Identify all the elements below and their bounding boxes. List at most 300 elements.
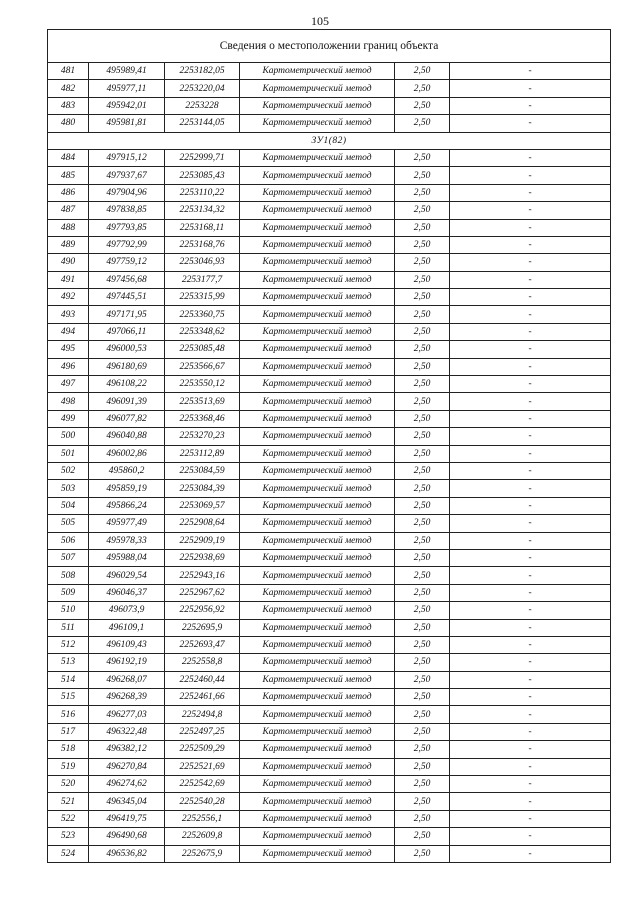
point-number-cell: 508 [48, 567, 89, 584]
table-row [48, 567, 611, 584]
point-number-cell: 498 [48, 393, 89, 410]
x-coordinate-cell: 496180,69 [89, 358, 165, 375]
section-header-row [48, 132, 611, 149]
y-coordinate-cell: 2253085,43 [165, 167, 240, 184]
description-cell: - [450, 167, 611, 184]
description-cell: - [450, 810, 611, 827]
table-row [48, 323, 611, 340]
x-coordinate-cell: 497792,99 [89, 236, 165, 253]
table-row [48, 271, 611, 288]
point-number-cell: 500 [48, 428, 89, 445]
y-coordinate-cell: 2252542,69 [165, 776, 240, 793]
precision-cell: 2,50 [395, 271, 450, 288]
point-number-cell: 496 [48, 358, 89, 375]
y-coordinate-cell: 2252908,64 [165, 515, 240, 532]
precision-cell: 2,50 [395, 323, 450, 340]
y-coordinate-cell: 2252494,8 [165, 706, 240, 723]
x-coordinate-cell: 496073,9 [89, 602, 165, 619]
method-cell: Картометрический метод [240, 184, 395, 201]
method-cell: Картометрический метод [240, 410, 395, 427]
description-cell: - [450, 184, 611, 201]
precision-cell: 2,50 [395, 776, 450, 793]
y-coordinate-cell: 2252967,62 [165, 584, 240, 601]
y-coordinate-cell: 2253110,22 [165, 184, 240, 201]
point-number-cell: 503 [48, 480, 89, 497]
section-label: ЗУ1(82) [48, 132, 611, 149]
y-coordinate-cell: 2253315,99 [165, 289, 240, 306]
description-cell: - [450, 306, 611, 323]
table-row [48, 184, 611, 201]
point-number-cell: 486 [48, 184, 89, 201]
table-row [48, 358, 611, 375]
y-coordinate-cell: 2253360,75 [165, 306, 240, 323]
method-cell: Картометрический метод [240, 671, 395, 688]
table-row [48, 445, 611, 462]
point-number-cell: 510 [48, 602, 89, 619]
precision-cell: 2,50 [395, 480, 450, 497]
y-coordinate-cell: 2253168,76 [165, 236, 240, 253]
precision-cell: 2,50 [395, 497, 450, 514]
method-cell: Картометрический метод [240, 254, 395, 271]
method-cell: Картометрический метод [240, 63, 395, 80]
table-row [48, 376, 611, 393]
precision-cell: 2,50 [395, 602, 450, 619]
description-cell: - [450, 845, 611, 862]
description-cell: - [450, 480, 611, 497]
table-row [48, 254, 611, 271]
method-cell: Картометрический метод [240, 776, 395, 793]
description-cell: - [450, 497, 611, 514]
y-coordinate-cell: 2252609,8 [165, 828, 240, 845]
precision-cell: 2,50 [395, 236, 450, 253]
precision-cell: 2,50 [395, 167, 450, 184]
x-coordinate-cell: 495942,01 [89, 97, 165, 114]
description-cell: - [450, 202, 611, 219]
point-number-cell: 484 [48, 149, 89, 166]
description-cell: - [450, 567, 611, 584]
table-row [48, 149, 611, 166]
method-cell: Картометрический метод [240, 219, 395, 236]
y-coordinate-cell: 2253069,57 [165, 497, 240, 514]
table-row [48, 828, 611, 845]
description-cell: - [450, 428, 611, 445]
x-coordinate-cell: 496077,82 [89, 410, 165, 427]
precision-cell: 2,50 [395, 149, 450, 166]
description-cell: - [450, 828, 611, 845]
y-coordinate-cell: 2253270,23 [165, 428, 240, 445]
y-coordinate-cell: 2252999,71 [165, 149, 240, 166]
description-cell: - [450, 445, 611, 462]
precision-cell: 2,50 [395, 619, 450, 636]
method-cell: Картометрический метод [240, 236, 395, 253]
method-cell: Картометрический метод [240, 497, 395, 514]
precision-cell: 2,50 [395, 115, 450, 132]
description-cell: - [450, 97, 611, 114]
description-cell: - [450, 341, 611, 358]
point-number-cell: 514 [48, 671, 89, 688]
description-cell: - [450, 584, 611, 601]
x-coordinate-cell: 496322,48 [89, 723, 165, 740]
table-row [48, 776, 611, 793]
precision-cell: 2,50 [395, 549, 450, 566]
method-cell: Картометрический метод [240, 393, 395, 410]
table-row [48, 97, 611, 114]
table-row [48, 219, 611, 236]
table-row [48, 236, 611, 253]
precision-cell: 2,50 [395, 584, 450, 601]
method-cell: Картометрический метод [240, 706, 395, 723]
y-coordinate-cell: 2253566,67 [165, 358, 240, 375]
description-cell: - [450, 80, 611, 97]
description-cell: - [450, 358, 611, 375]
page-number: 105 [311, 14, 329, 28]
point-number-cell: 480 [48, 115, 89, 132]
precision-cell: 2,50 [395, 758, 450, 775]
x-coordinate-cell: 497171,95 [89, 306, 165, 323]
x-coordinate-cell: 496277,03 [89, 706, 165, 723]
description-cell: - [450, 236, 611, 253]
precision-cell: 2,50 [395, 654, 450, 671]
description-cell: - [450, 254, 611, 271]
table-title-row [48, 30, 611, 63]
x-coordinate-cell: 497937,67 [89, 167, 165, 184]
y-coordinate-cell: 2253228 [165, 97, 240, 114]
method-cell: Картометрический метод [240, 549, 395, 566]
point-number-cell: 521 [48, 793, 89, 810]
y-coordinate-cell: 2252460,44 [165, 671, 240, 688]
precision-cell: 2,50 [395, 306, 450, 323]
description-cell: - [450, 149, 611, 166]
x-coordinate-cell: 497838,85 [89, 202, 165, 219]
method-cell: Картометрический метод [240, 80, 395, 97]
point-number-cell: 490 [48, 254, 89, 271]
y-coordinate-cell: 2252943,16 [165, 567, 240, 584]
method-cell: Картометрический метод [240, 167, 395, 184]
y-coordinate-cell: 2253144,05 [165, 115, 240, 132]
x-coordinate-cell: 495977,11 [89, 80, 165, 97]
y-coordinate-cell: 2252956,92 [165, 602, 240, 619]
y-coordinate-cell: 2253177,7 [165, 271, 240, 288]
method-cell: Картометрический метод [240, 445, 395, 462]
x-coordinate-cell: 495977,49 [89, 515, 165, 532]
method-cell: Картометрический метод [240, 462, 395, 479]
description-cell: - [450, 271, 611, 288]
point-number-cell: 494 [48, 323, 89, 340]
x-coordinate-cell: 495978,33 [89, 532, 165, 549]
precision-cell: 2,50 [395, 428, 450, 445]
precision-cell: 2,50 [395, 80, 450, 97]
method-cell: Картометрический метод [240, 602, 395, 619]
y-coordinate-cell: 2253084,59 [165, 462, 240, 479]
table-row [48, 480, 611, 497]
precision-cell: 2,50 [395, 410, 450, 427]
precision-cell: 2,50 [395, 515, 450, 532]
point-number-cell: 495 [48, 341, 89, 358]
precision-cell: 2,50 [395, 810, 450, 827]
point-number-cell: 489 [48, 236, 89, 253]
precision-cell: 2,50 [395, 202, 450, 219]
point-number-cell: 499 [48, 410, 89, 427]
x-coordinate-cell: 495859,19 [89, 480, 165, 497]
precision-cell: 2,50 [395, 706, 450, 723]
precision-cell: 2,50 [395, 97, 450, 114]
table-row [48, 306, 611, 323]
table-row [48, 515, 611, 532]
description-cell: - [450, 723, 611, 740]
x-coordinate-cell: 495866,24 [89, 497, 165, 514]
table-row [48, 706, 611, 723]
point-number-cell: 481 [48, 63, 89, 80]
description-cell: - [450, 671, 611, 688]
precision-cell: 2,50 [395, 828, 450, 845]
method-cell: Картометрический метод [240, 202, 395, 219]
precision-cell: 2,50 [395, 445, 450, 462]
y-coordinate-cell: 2253134,32 [165, 202, 240, 219]
table-row [48, 289, 611, 306]
y-coordinate-cell: 2253220,04 [165, 80, 240, 97]
precision-cell: 2,50 [395, 63, 450, 80]
x-coordinate-cell: 496345,04 [89, 793, 165, 810]
table-row [48, 462, 611, 479]
point-number-cell: 515 [48, 689, 89, 706]
description-cell: - [450, 619, 611, 636]
table-row [48, 793, 611, 810]
table-row [48, 845, 611, 862]
y-coordinate-cell: 2252521,69 [165, 758, 240, 775]
method-cell: Картометрический метод [240, 480, 395, 497]
table-row [48, 671, 611, 688]
point-number-cell: 504 [48, 497, 89, 514]
y-coordinate-cell: 2252556,1 [165, 810, 240, 827]
x-coordinate-cell: 496091,39 [89, 393, 165, 410]
x-coordinate-cell: 496029,54 [89, 567, 165, 584]
description-cell: - [450, 323, 611, 340]
description-cell: - [450, 289, 611, 306]
y-coordinate-cell: 2253168,11 [165, 219, 240, 236]
method-cell: Картометрический метод [240, 584, 395, 601]
description-cell: - [450, 706, 611, 723]
description-cell: - [450, 115, 611, 132]
y-coordinate-cell: 2252558,8 [165, 654, 240, 671]
precision-cell: 2,50 [395, 254, 450, 271]
method-cell: Картометрический метод [240, 828, 395, 845]
x-coordinate-cell: 496274,62 [89, 776, 165, 793]
table-row [48, 741, 611, 758]
table-row [48, 549, 611, 566]
point-number-cell: 502 [48, 462, 89, 479]
x-coordinate-cell: 496002,86 [89, 445, 165, 462]
description-cell: - [450, 793, 611, 810]
table-row [48, 654, 611, 671]
precision-cell: 2,50 [395, 741, 450, 758]
y-coordinate-cell: 2252497,25 [165, 723, 240, 740]
table-row [48, 428, 611, 445]
method-cell: Картометрический метод [240, 758, 395, 775]
method-cell: Картометрический метод [240, 723, 395, 740]
y-coordinate-cell: 2252695,9 [165, 619, 240, 636]
method-cell: Картометрический метод [240, 532, 395, 549]
x-coordinate-cell: 496109,43 [89, 636, 165, 653]
x-coordinate-cell: 496268,39 [89, 689, 165, 706]
y-coordinate-cell: 2252675,9 [165, 845, 240, 862]
table-row [48, 584, 611, 601]
description-cell: - [450, 776, 611, 793]
x-coordinate-cell: 495989,41 [89, 63, 165, 80]
x-coordinate-cell: 496268,07 [89, 671, 165, 688]
point-number-cell: 524 [48, 845, 89, 862]
y-coordinate-cell: 2253182,05 [165, 63, 240, 80]
precision-cell: 2,50 [395, 689, 450, 706]
description-cell: - [450, 602, 611, 619]
method-cell: Картометрический метод [240, 619, 395, 636]
table-row [48, 80, 611, 97]
x-coordinate-cell: 497759,12 [89, 254, 165, 271]
point-number-cell: 518 [48, 741, 89, 758]
description-cell: - [450, 636, 611, 653]
precision-cell: 2,50 [395, 636, 450, 653]
y-coordinate-cell: 2252461,66 [165, 689, 240, 706]
x-coordinate-cell: 496192,19 [89, 654, 165, 671]
method-cell: Картометрический метод [240, 689, 395, 706]
point-number-cell: 513 [48, 654, 89, 671]
x-coordinate-cell: 497445,51 [89, 289, 165, 306]
point-number-cell: 482 [48, 80, 89, 97]
x-coordinate-cell: 496270,84 [89, 758, 165, 775]
table-row [48, 115, 611, 132]
x-coordinate-cell: 497456,68 [89, 271, 165, 288]
method-cell: Картометрический метод [240, 149, 395, 166]
description-cell: - [450, 689, 611, 706]
table-row [48, 532, 611, 549]
precision-cell: 2,50 [395, 341, 450, 358]
table-row [48, 497, 611, 514]
precision-cell: 2,50 [395, 219, 450, 236]
x-coordinate-cell: 496046,37 [89, 584, 165, 601]
x-coordinate-cell: 496109,1 [89, 619, 165, 636]
x-coordinate-cell: 496419,75 [89, 810, 165, 827]
x-coordinate-cell: 496490,68 [89, 828, 165, 845]
description-cell: - [450, 219, 611, 236]
point-number-cell: 512 [48, 636, 89, 653]
x-coordinate-cell: 497904,96 [89, 184, 165, 201]
description-cell: - [450, 63, 611, 80]
description-cell: - [450, 393, 611, 410]
point-number-cell: 520 [48, 776, 89, 793]
method-cell: Картометрический метод [240, 341, 395, 358]
table-row [48, 167, 611, 184]
y-coordinate-cell: 2252693,47 [165, 636, 240, 653]
precision-cell: 2,50 [395, 462, 450, 479]
x-coordinate-cell: 497793,85 [89, 219, 165, 236]
description-cell: - [450, 410, 611, 427]
point-number-cell: 509 [48, 584, 89, 601]
x-coordinate-cell: 495860,2 [89, 462, 165, 479]
boundary-coordinates-table [47, 29, 611, 863]
point-number-cell: 493 [48, 306, 89, 323]
point-number-cell: 506 [48, 532, 89, 549]
precision-cell: 2,50 [395, 567, 450, 584]
point-number-cell: 522 [48, 810, 89, 827]
method-cell: Картометрический метод [240, 323, 395, 340]
y-coordinate-cell: 2253046,93 [165, 254, 240, 271]
x-coordinate-cell: 496382,12 [89, 741, 165, 758]
table-row [48, 63, 611, 80]
description-cell: - [450, 515, 611, 532]
description-cell: - [450, 532, 611, 549]
description-cell: - [450, 549, 611, 566]
precision-cell: 2,50 [395, 358, 450, 375]
method-cell: Картометрический метод [240, 741, 395, 758]
point-number-cell: 492 [48, 289, 89, 306]
precision-cell: 2,50 [395, 671, 450, 688]
precision-cell: 2,50 [395, 289, 450, 306]
y-coordinate-cell: 2253513,69 [165, 393, 240, 410]
precision-cell: 2,50 [395, 723, 450, 740]
x-coordinate-cell: 496536,82 [89, 845, 165, 862]
point-number-cell: 501 [48, 445, 89, 462]
point-number-cell: 487 [48, 202, 89, 219]
table-row [48, 689, 611, 706]
table-row [48, 758, 611, 775]
y-coordinate-cell: 2252938,69 [165, 549, 240, 566]
precision-cell: 2,50 [395, 845, 450, 862]
table-row [48, 619, 611, 636]
x-coordinate-cell: 496040,88 [89, 428, 165, 445]
precision-cell: 2,50 [395, 793, 450, 810]
point-number-cell: 516 [48, 706, 89, 723]
y-coordinate-cell: 2252509,29 [165, 741, 240, 758]
table-row [48, 410, 611, 427]
x-coordinate-cell: 497066,11 [89, 323, 165, 340]
precision-cell: 2,50 [395, 532, 450, 549]
method-cell: Картометрический метод [240, 376, 395, 393]
y-coordinate-cell: 2253085,48 [165, 341, 240, 358]
method-cell: Картометрический метод [240, 793, 395, 810]
point-number-cell: 523 [48, 828, 89, 845]
x-coordinate-cell: 496108,22 [89, 376, 165, 393]
y-coordinate-cell: 2252540,28 [165, 793, 240, 810]
method-cell: Картометрический метод [240, 810, 395, 827]
method-cell: Картометрический метод [240, 289, 395, 306]
y-coordinate-cell: 2253112,89 [165, 445, 240, 462]
precision-cell: 2,50 [395, 184, 450, 201]
point-number-cell: 491 [48, 271, 89, 288]
method-cell: Картометрический метод [240, 115, 395, 132]
point-number-cell: 485 [48, 167, 89, 184]
point-number-cell: 483 [48, 97, 89, 114]
point-number-cell: 488 [48, 219, 89, 236]
table-title: Сведения о местоположении границ объекта [48, 30, 611, 63]
table-row [48, 602, 611, 619]
description-cell: - [450, 758, 611, 775]
method-cell: Картометрический метод [240, 567, 395, 584]
y-coordinate-cell: 2253550,12 [165, 376, 240, 393]
y-coordinate-cell: 2253084,39 [165, 480, 240, 497]
x-coordinate-cell: 496000,53 [89, 341, 165, 358]
description-cell: - [450, 462, 611, 479]
method-cell: Картометрический метод [240, 358, 395, 375]
table-row [48, 202, 611, 219]
method-cell: Картометрический метод [240, 271, 395, 288]
point-number-cell: 497 [48, 376, 89, 393]
y-coordinate-cell: 2253348,62 [165, 323, 240, 340]
method-cell: Картометрический метод [240, 515, 395, 532]
y-coordinate-cell: 2252909,19 [165, 532, 240, 549]
method-cell: Картометрический метод [240, 97, 395, 114]
x-coordinate-cell: 497915,12 [89, 149, 165, 166]
method-cell: Картометрический метод [240, 845, 395, 862]
x-coordinate-cell: 495981,81 [89, 115, 165, 132]
